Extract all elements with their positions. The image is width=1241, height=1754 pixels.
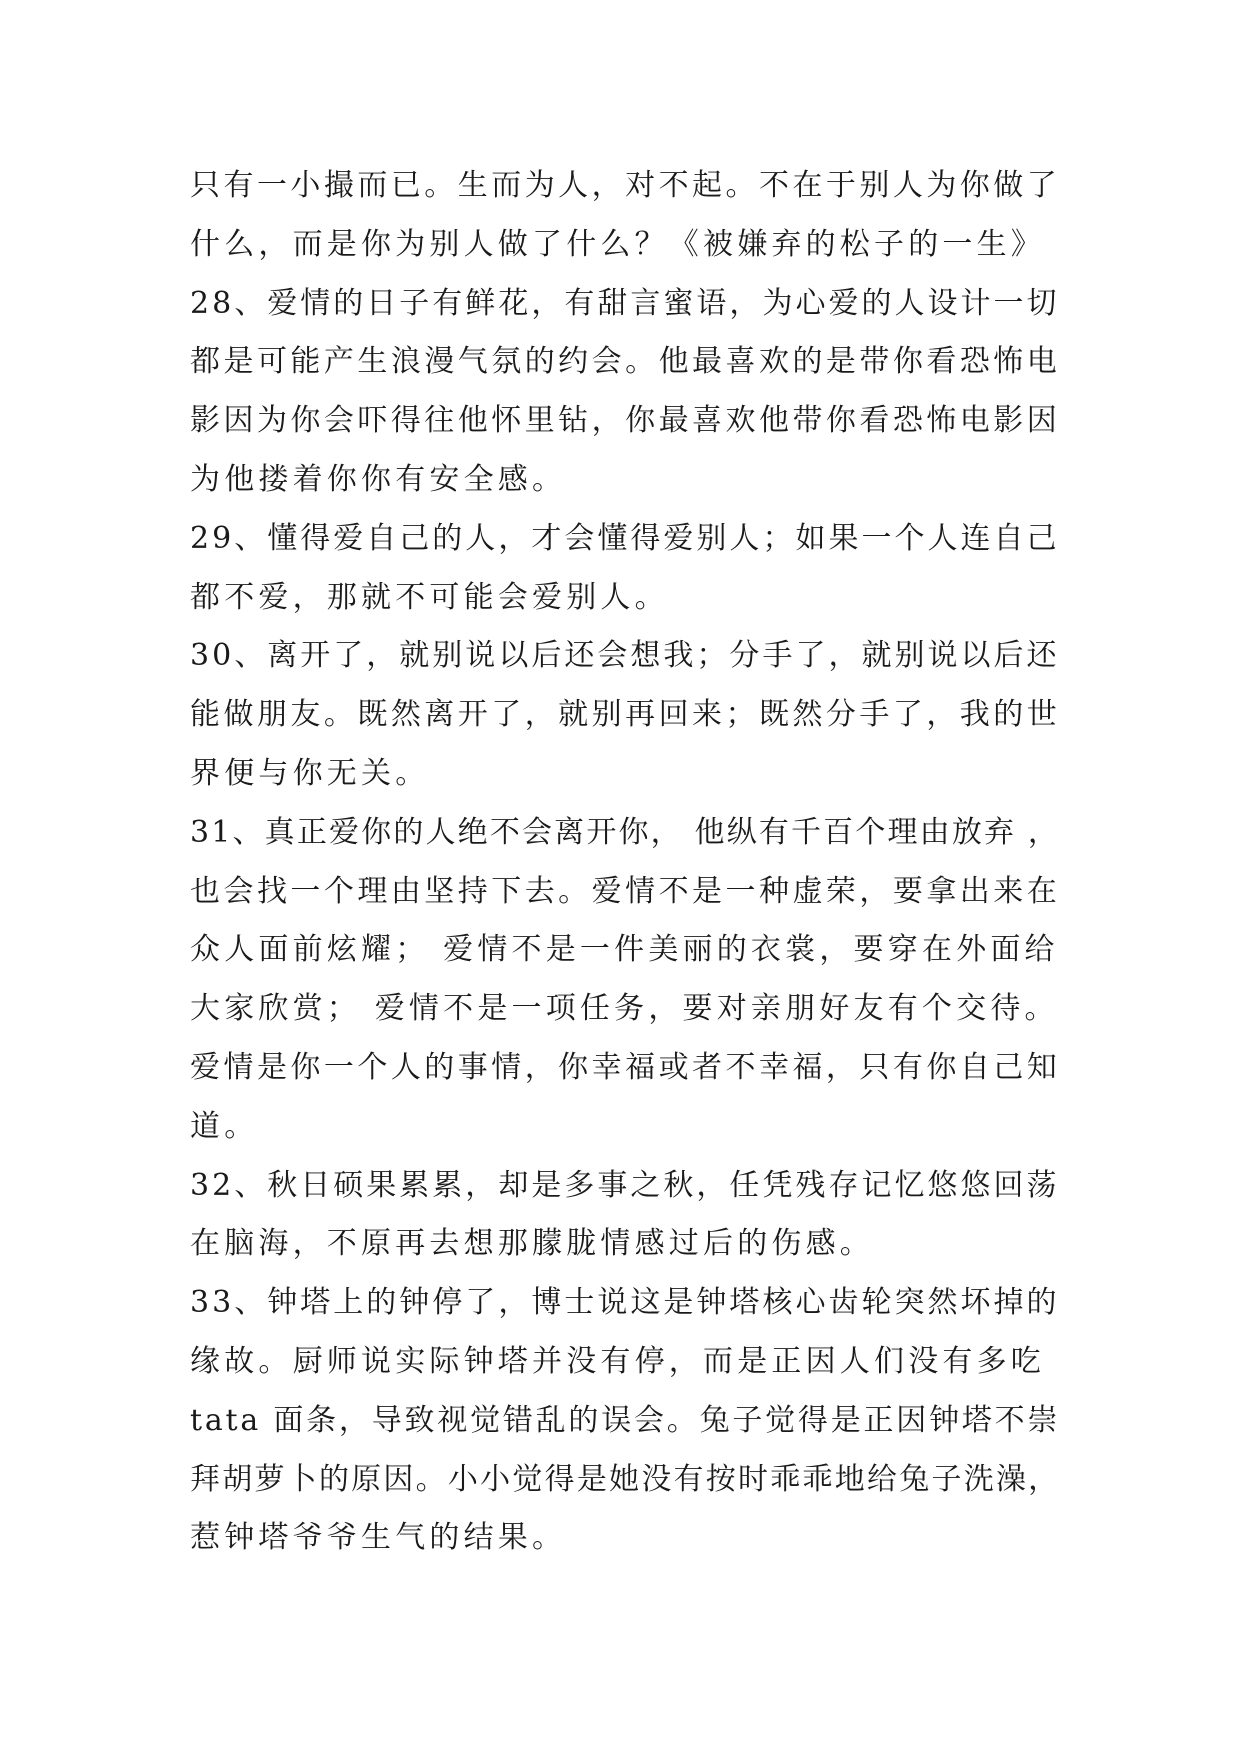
- text-line: 29、懂得爱自己的人，才会懂得爱别人；如果一个人连自己: [190, 520, 1060, 556]
- text-line: 为他搂着你你有安全感。: [190, 461, 567, 497]
- text-line: 32、秋日硕果累累，却是多事之秋，任凭残存记忆悠悠回荡: [190, 1167, 1060, 1203]
- text-line: 影因为你会吓得往他怀里钻，你最喜欢他带你看恐怖电影因: [190, 403, 1061, 439]
- text-line: 道。: [190, 1108, 259, 1144]
- text-line: 能做朋友。既然离开了，就别再回来；既然分手了，我的世: [190, 697, 1061, 733]
- text-line: 拜胡萝卜的原因。小小觉得是她没有按时乖乖地给兔子洗澡，: [190, 1461, 1061, 1497]
- text-line: 也会找一个理由坚持下去。爱情不是一种虚荣，要拿出来在: [190, 873, 1061, 909]
- text-line: 31、真正爱你的人绝不会离开你， 他纵有千百个理由放弃 ，: [190, 814, 1061, 850]
- text-line: 大家欣赏； 爱情不是一项任务，要对亲朋好友有个交待。: [190, 991, 1059, 1027]
- text-line: tata 面条，导致视觉错乱的误会。兔子觉得是正因钟塔不崇: [190, 1402, 1061, 1438]
- text-line: 28、爱情的日子有鲜花，有甜言蜜语，为心爱的人设计一切: [190, 285, 1060, 321]
- text-line: 缘故。厨师说实际钟塔并没有停，而是正因人们没有多吃: [190, 1343, 1045, 1379]
- text-line: 都不爱，那就不可能会爱别人。: [190, 579, 669, 615]
- text-line: 33、钟塔上的钟停了，博士说这是钟塔核心齿轮突然坏掉的: [190, 1285, 1060, 1321]
- text-line: 爱情是你一个人的事情，你幸福或者不幸福，只有你自己知: [190, 1049, 1061, 1085]
- text-line: 什么，而是你为别人做了什么？《被嫌弃的松子的一生》: [190, 226, 1045, 262]
- text-line: 在脑海，不原再去想那朦胧情感过后的伤感。: [190, 1226, 874, 1262]
- text-line: 都是可能产生浪漫气氛的约会。他最喜欢的是带你看恐怖电: [190, 344, 1061, 380]
- text-line: 30、离开了，就别说以后还会想我；分手了，就别说以后还: [190, 638, 1060, 674]
- text-line: 界便与你无关。: [190, 755, 430, 791]
- text-line: 惹钟塔爷爷生气的结果。: [190, 1520, 567, 1556]
- text-line: 众人面前炫耀； 爱情不是一件美丽的衣裳，要穿在外面给: [190, 932, 1059, 968]
- body-text: [190, 157, 1060, 1568]
- text-line: 只有一小撮而已。生而为人，对不起。不在于别人为你做了: [190, 168, 1061, 203]
